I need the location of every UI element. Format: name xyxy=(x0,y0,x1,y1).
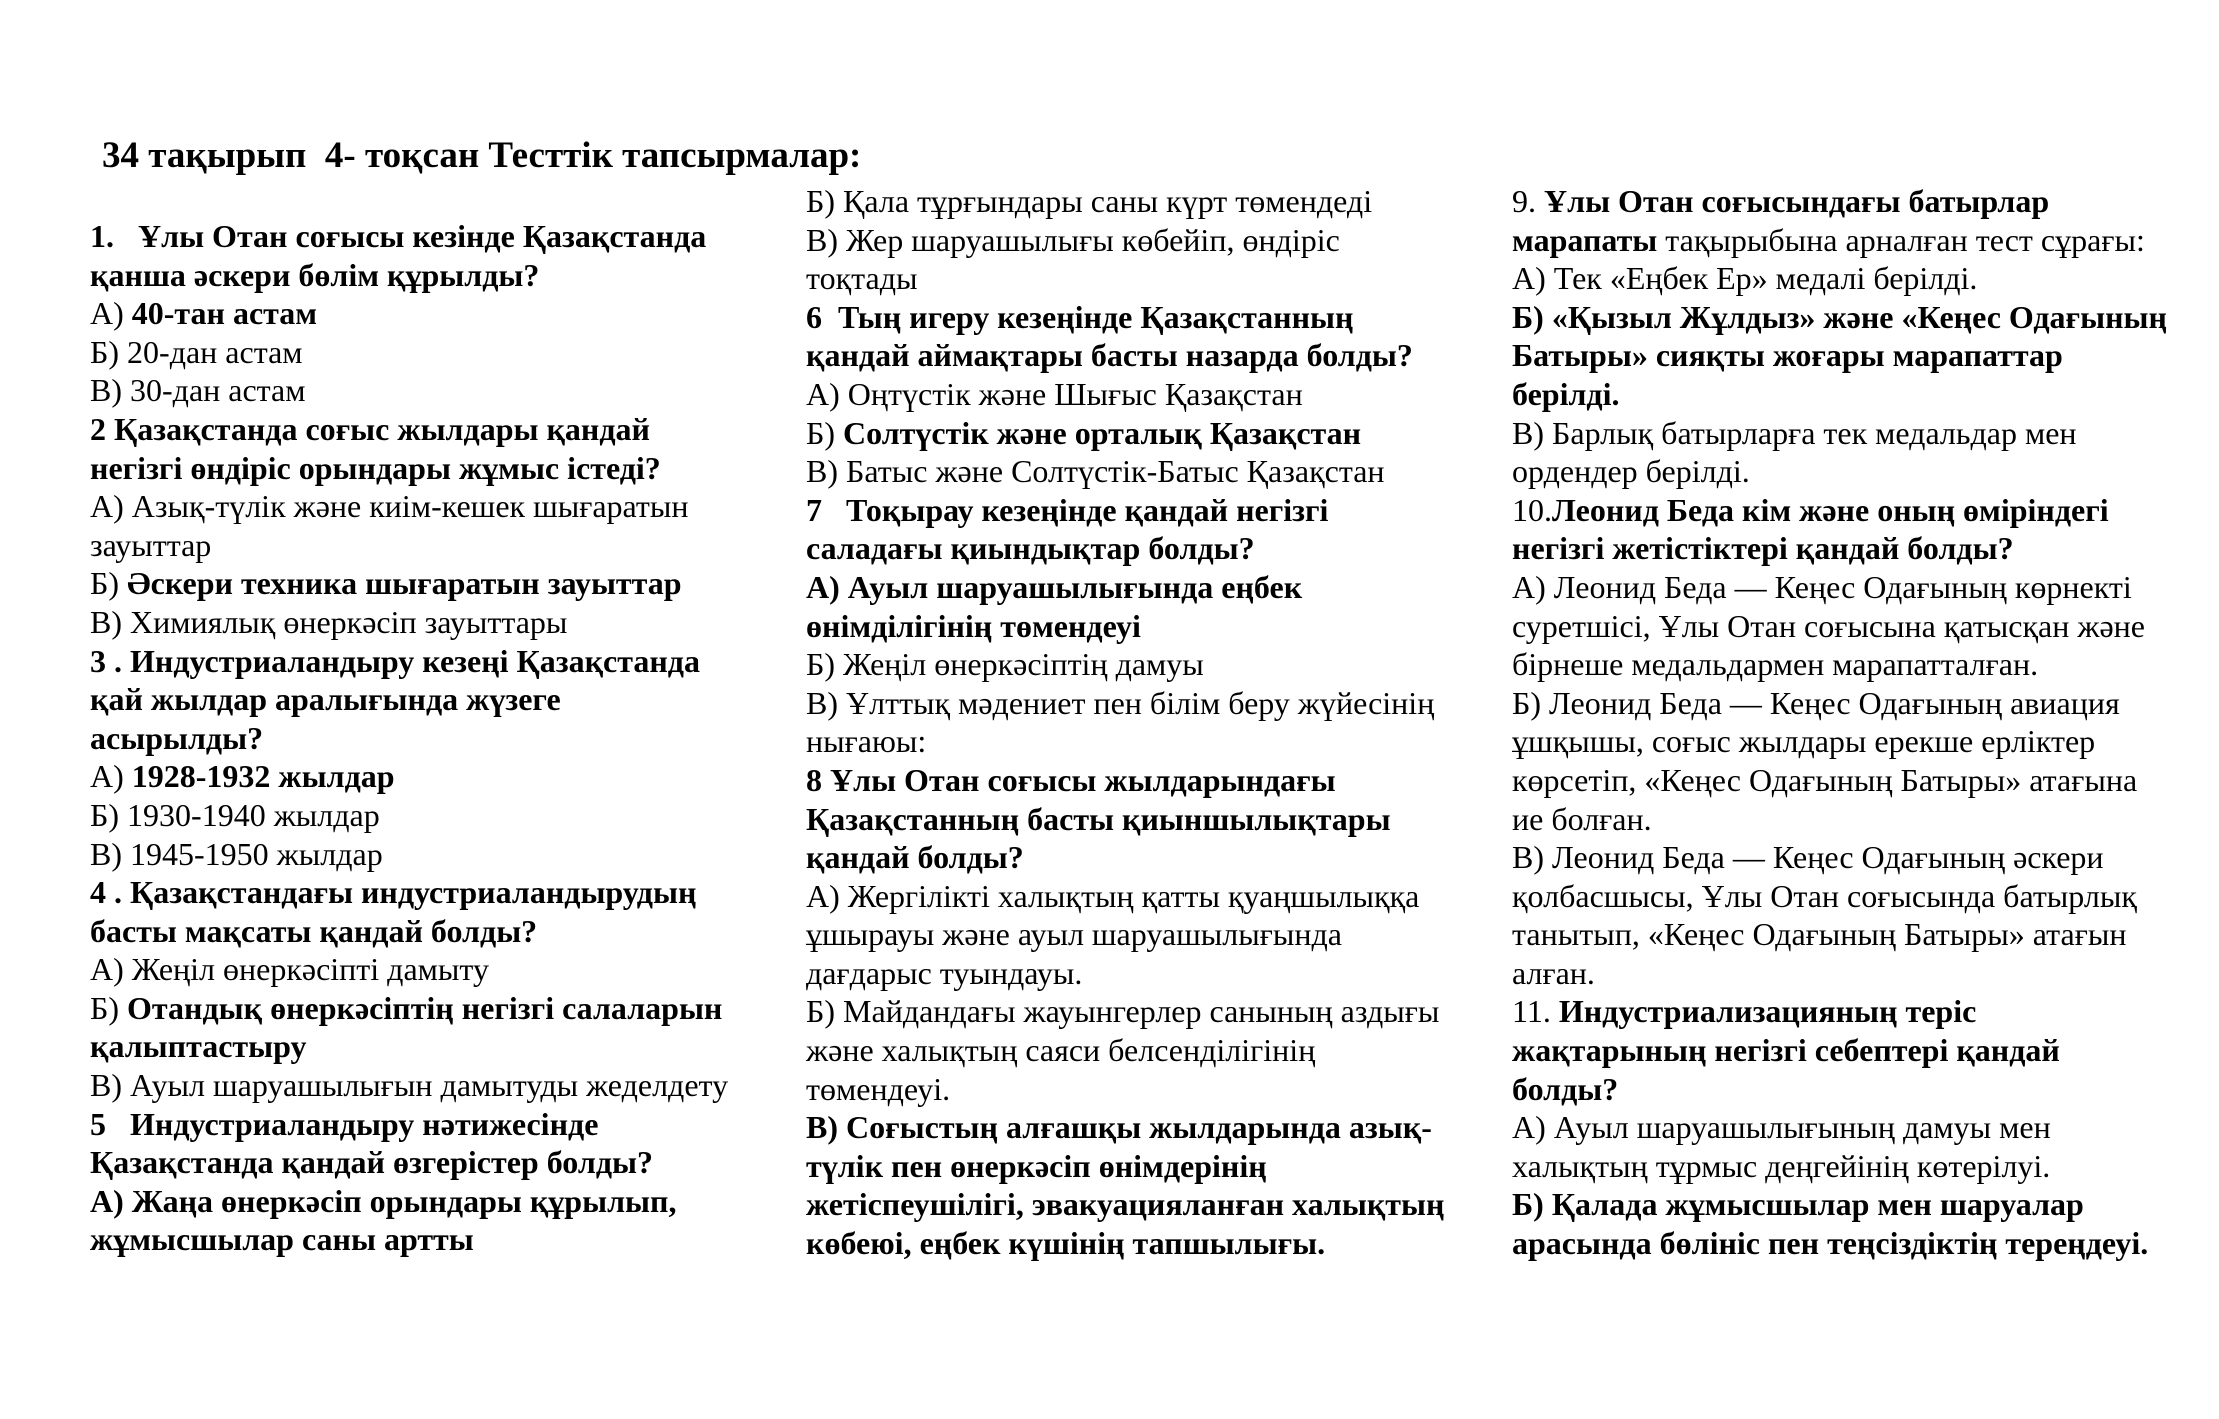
paragraph xyxy=(806,568,1458,645)
paragraph xyxy=(806,298,1458,375)
text-run: 10. xyxy=(1512,491,1552,528)
text-run: В) 1945-1950 жылдар xyxy=(90,835,383,872)
text-run: В) 30-дан астам xyxy=(90,372,306,409)
text-run: А) Жеңіл өнеркәсіпті дамыту xyxy=(90,951,489,988)
text-run: А) Ауыл шаруашылығының дамуы мен халықтың тұрмыс деңгейінің көтерілуі. xyxy=(1512,1109,2051,1184)
paragraph xyxy=(806,452,1458,491)
text-run-bold: 1. Ұлы Отан соғысы кезінде Қазақстанда қанша әскери бөлім құрылды? xyxy=(90,218,707,293)
paragraph xyxy=(90,1105,740,1182)
text-run: В) Ауыл шаруашылығын дамытуды жеделдету xyxy=(90,1067,729,1104)
paragraph xyxy=(90,873,740,950)
text-run: 9. xyxy=(1512,183,1544,219)
paragraph xyxy=(90,835,740,874)
text-run-bold: Индустриализацияның теріс жақтарының негізгі себептері қандай болды? xyxy=(1512,993,2060,1107)
paragraph xyxy=(1512,259,2168,298)
text-run-bold: 40-тан астам xyxy=(131,295,318,332)
text-run: тақырыбына арналған тест сұрағы: xyxy=(1657,221,2145,258)
paragraph xyxy=(806,182,1458,221)
text-run-bold: 2 Қазақстанда соғыс жылдары қандай негізгі өндіріс орындары жұмыс істеді? xyxy=(90,410,661,486)
text-run: А) xyxy=(90,758,132,795)
text-run: А) Азық-түлік және киім-кешек шығаратын зауыттар xyxy=(90,488,689,563)
text-run: В) Батыс және Солтүстік-Батыс Қазақстан xyxy=(806,453,1385,490)
text-run-bold: Отандық өнеркәсіптің негізгі салаларын қалыптастыру xyxy=(90,989,723,1065)
paragraph xyxy=(90,1182,740,1259)
text-run: Б) 20-дан астам xyxy=(90,333,303,370)
text-run-bold: Солтүстік және орталық Қазақстан xyxy=(843,414,1362,451)
text-run: Б) Қала тұрғындары саны күрт төмендеді xyxy=(806,183,1373,219)
paragraph xyxy=(90,757,740,796)
paragraph xyxy=(90,950,740,989)
paragraph xyxy=(1512,992,2168,1108)
paragraph xyxy=(806,645,1458,684)
text-run-bold: А) Ауыл шаруашылығында еңбек өнімділігінің төмендеуі xyxy=(806,568,1303,644)
paragraph xyxy=(1512,298,2168,414)
paragraph xyxy=(806,877,1458,993)
paragraph xyxy=(806,491,1458,568)
paragraph xyxy=(806,375,1458,414)
text-run-bold: А) Жаңа өнеркәсіп орындары құрылып, жұмысшылар саны артты xyxy=(90,1182,677,1258)
text-run: А) xyxy=(90,295,132,332)
text-run-bold: Б) «Қызыл Жұлдыз» және «Кеңес Одағының Батыры» сияқты жоғары марапаттар берілді. xyxy=(1512,298,2167,412)
paragraph xyxy=(1512,414,2168,491)
paragraph xyxy=(1512,491,2168,568)
page-title: 34 тақырып 4- тоқсан Тесттік тапсырмалар: xyxy=(102,135,862,176)
text-run-bold: 5 Индустриаландыру нәтижесінде Қазақстанда қандай өзгерістер болды? xyxy=(90,1105,653,1181)
text-run-bold: 1928-1932 жылдар xyxy=(131,758,395,795)
paragraph xyxy=(90,564,740,603)
paragraph xyxy=(90,333,740,372)
paragraph xyxy=(90,989,740,1066)
text-run: В) Леонид Беда — Кеңес Одағының әскери қолбасшысы, Ұлы Отан соғысында батырлық танытып, «Кеңес Одағының Батыры» атағын алған. xyxy=(1512,839,2137,991)
text-run-bold: 3 . Индустриаландыру кезеңі Қазақстанда қай жылдар аралығында жүзеге асырылды? xyxy=(90,642,700,756)
paragraph xyxy=(90,217,740,294)
paragraph xyxy=(1512,568,2168,684)
paragraph xyxy=(806,414,1458,453)
paragraph xyxy=(1512,684,2168,838)
text-run: Б) xyxy=(806,414,844,451)
paragraph xyxy=(90,487,740,564)
text-run: Б) Майдандағы жауынгерлер санының аздығы және халықтың саяси белсенділігінің төмендеуі. xyxy=(806,993,1440,1107)
text-run-bold: Ұлы Отан соғысындағы батырлар марапаты xyxy=(1512,183,2050,258)
paragraph xyxy=(806,992,1458,1108)
text-run-bold: Леонид Беда кім және оның өміріндегі негізгі жетістіктері қандай болды? xyxy=(1512,491,2109,567)
text-run: А) Оңтүстік және Шығыс Қазақстан xyxy=(806,375,1303,412)
paragraph xyxy=(806,761,1458,877)
paragraph xyxy=(806,684,1458,761)
text-run: А) Жергілікті халықтың қатты қуаңшылыққа ұшырауы және ауыл шаруашылығында дағдарыс туындауы. xyxy=(806,877,1420,991)
text-run: В) Жер шаруашылығы көбейіп, өндіріс тоқтады xyxy=(806,221,1340,297)
text-run: Б) Жеңіл өнеркәсіптің дамуы xyxy=(806,646,1204,683)
text-run: А) Тек «Еңбек Ер» медалі берілді. xyxy=(1512,260,1978,297)
paragraph xyxy=(90,371,740,410)
text-run-bold: 4 . Қазақстандағы индустриаландырудың басты мақсаты қандай болды? xyxy=(90,874,697,949)
paragraph xyxy=(90,1066,740,1105)
text-run-bold: В) Соғыстың алғашқы жылдарында азық-түлік пен өнеркәсіп өнімдерінің жетіспеушілігі, эвакуацияланған халықтың көбеюі, еңбек күшінің тапшылығы. xyxy=(806,1109,1445,1262)
text-run: Б) Леонид Беда — Кеңес Одағының авиация ұшқышы, соғыс жылдары ерекше ерліктер көрсетіп, «Кеңес Одағының Батыры» атағына ие болған. xyxy=(1512,684,2138,837)
paragraph xyxy=(90,796,740,835)
text-run: 11. xyxy=(1512,993,1559,1030)
text-run-bold: 8 Ұлы Отан соғысы жылдарындағы Қазақстанның басты қиыншылықтары қандай болды? xyxy=(806,761,1391,876)
text-run-bold: 7 Тоқырау кезеңінде қандай негізгі саладағы қиындықтар болды? xyxy=(806,491,1329,567)
text-run: В) Барлық батырларға тек медальдар мен ордендер берілді. xyxy=(1512,414,2077,490)
paragraph xyxy=(1512,1185,2168,1262)
text-column-2 xyxy=(806,182,1458,1263)
paragraph xyxy=(90,642,740,758)
text-run: Б) xyxy=(90,989,128,1026)
text-run: В) Химиялық өнеркәсіп зауыттары xyxy=(90,603,568,640)
paragraph xyxy=(90,410,740,487)
paragraph xyxy=(90,294,740,333)
paragraph xyxy=(1512,838,2168,992)
text-run-bold: Б) Қалада жұмысшылар мен шаруалар арасында бөлініс пен теңсіздіктің тереңдеуі. xyxy=(1512,1186,2149,1262)
text-run: Б) 1930-1940 жылдар xyxy=(90,796,380,833)
text-run-bold: 6 Тың игеру кезеңінде Қазақстанның қандай аймақтары басты назарда болды? xyxy=(806,298,1413,374)
paragraph xyxy=(1512,182,2168,259)
text-run: В) Ұлттық мәдениет пен білім беру жүйесінің нығаюы: xyxy=(806,684,1435,760)
text-column-1 xyxy=(90,217,740,1259)
text-column-3 xyxy=(1512,182,2168,1263)
text-run-bold: Әскери техника шығаратын зауыттар xyxy=(127,565,682,602)
paragraph xyxy=(1512,1108,2168,1185)
paragraph xyxy=(90,603,740,642)
text-run: А) Леонид Беда — Кеңес Одағының көрнекті суретшісі, Ұлы Отан соғысына қатысқан және бірнеше медальдармен марапатталған. xyxy=(1512,568,2145,683)
text-run: Б) xyxy=(90,565,128,602)
paragraph xyxy=(806,1108,1458,1262)
paragraph xyxy=(806,221,1458,298)
